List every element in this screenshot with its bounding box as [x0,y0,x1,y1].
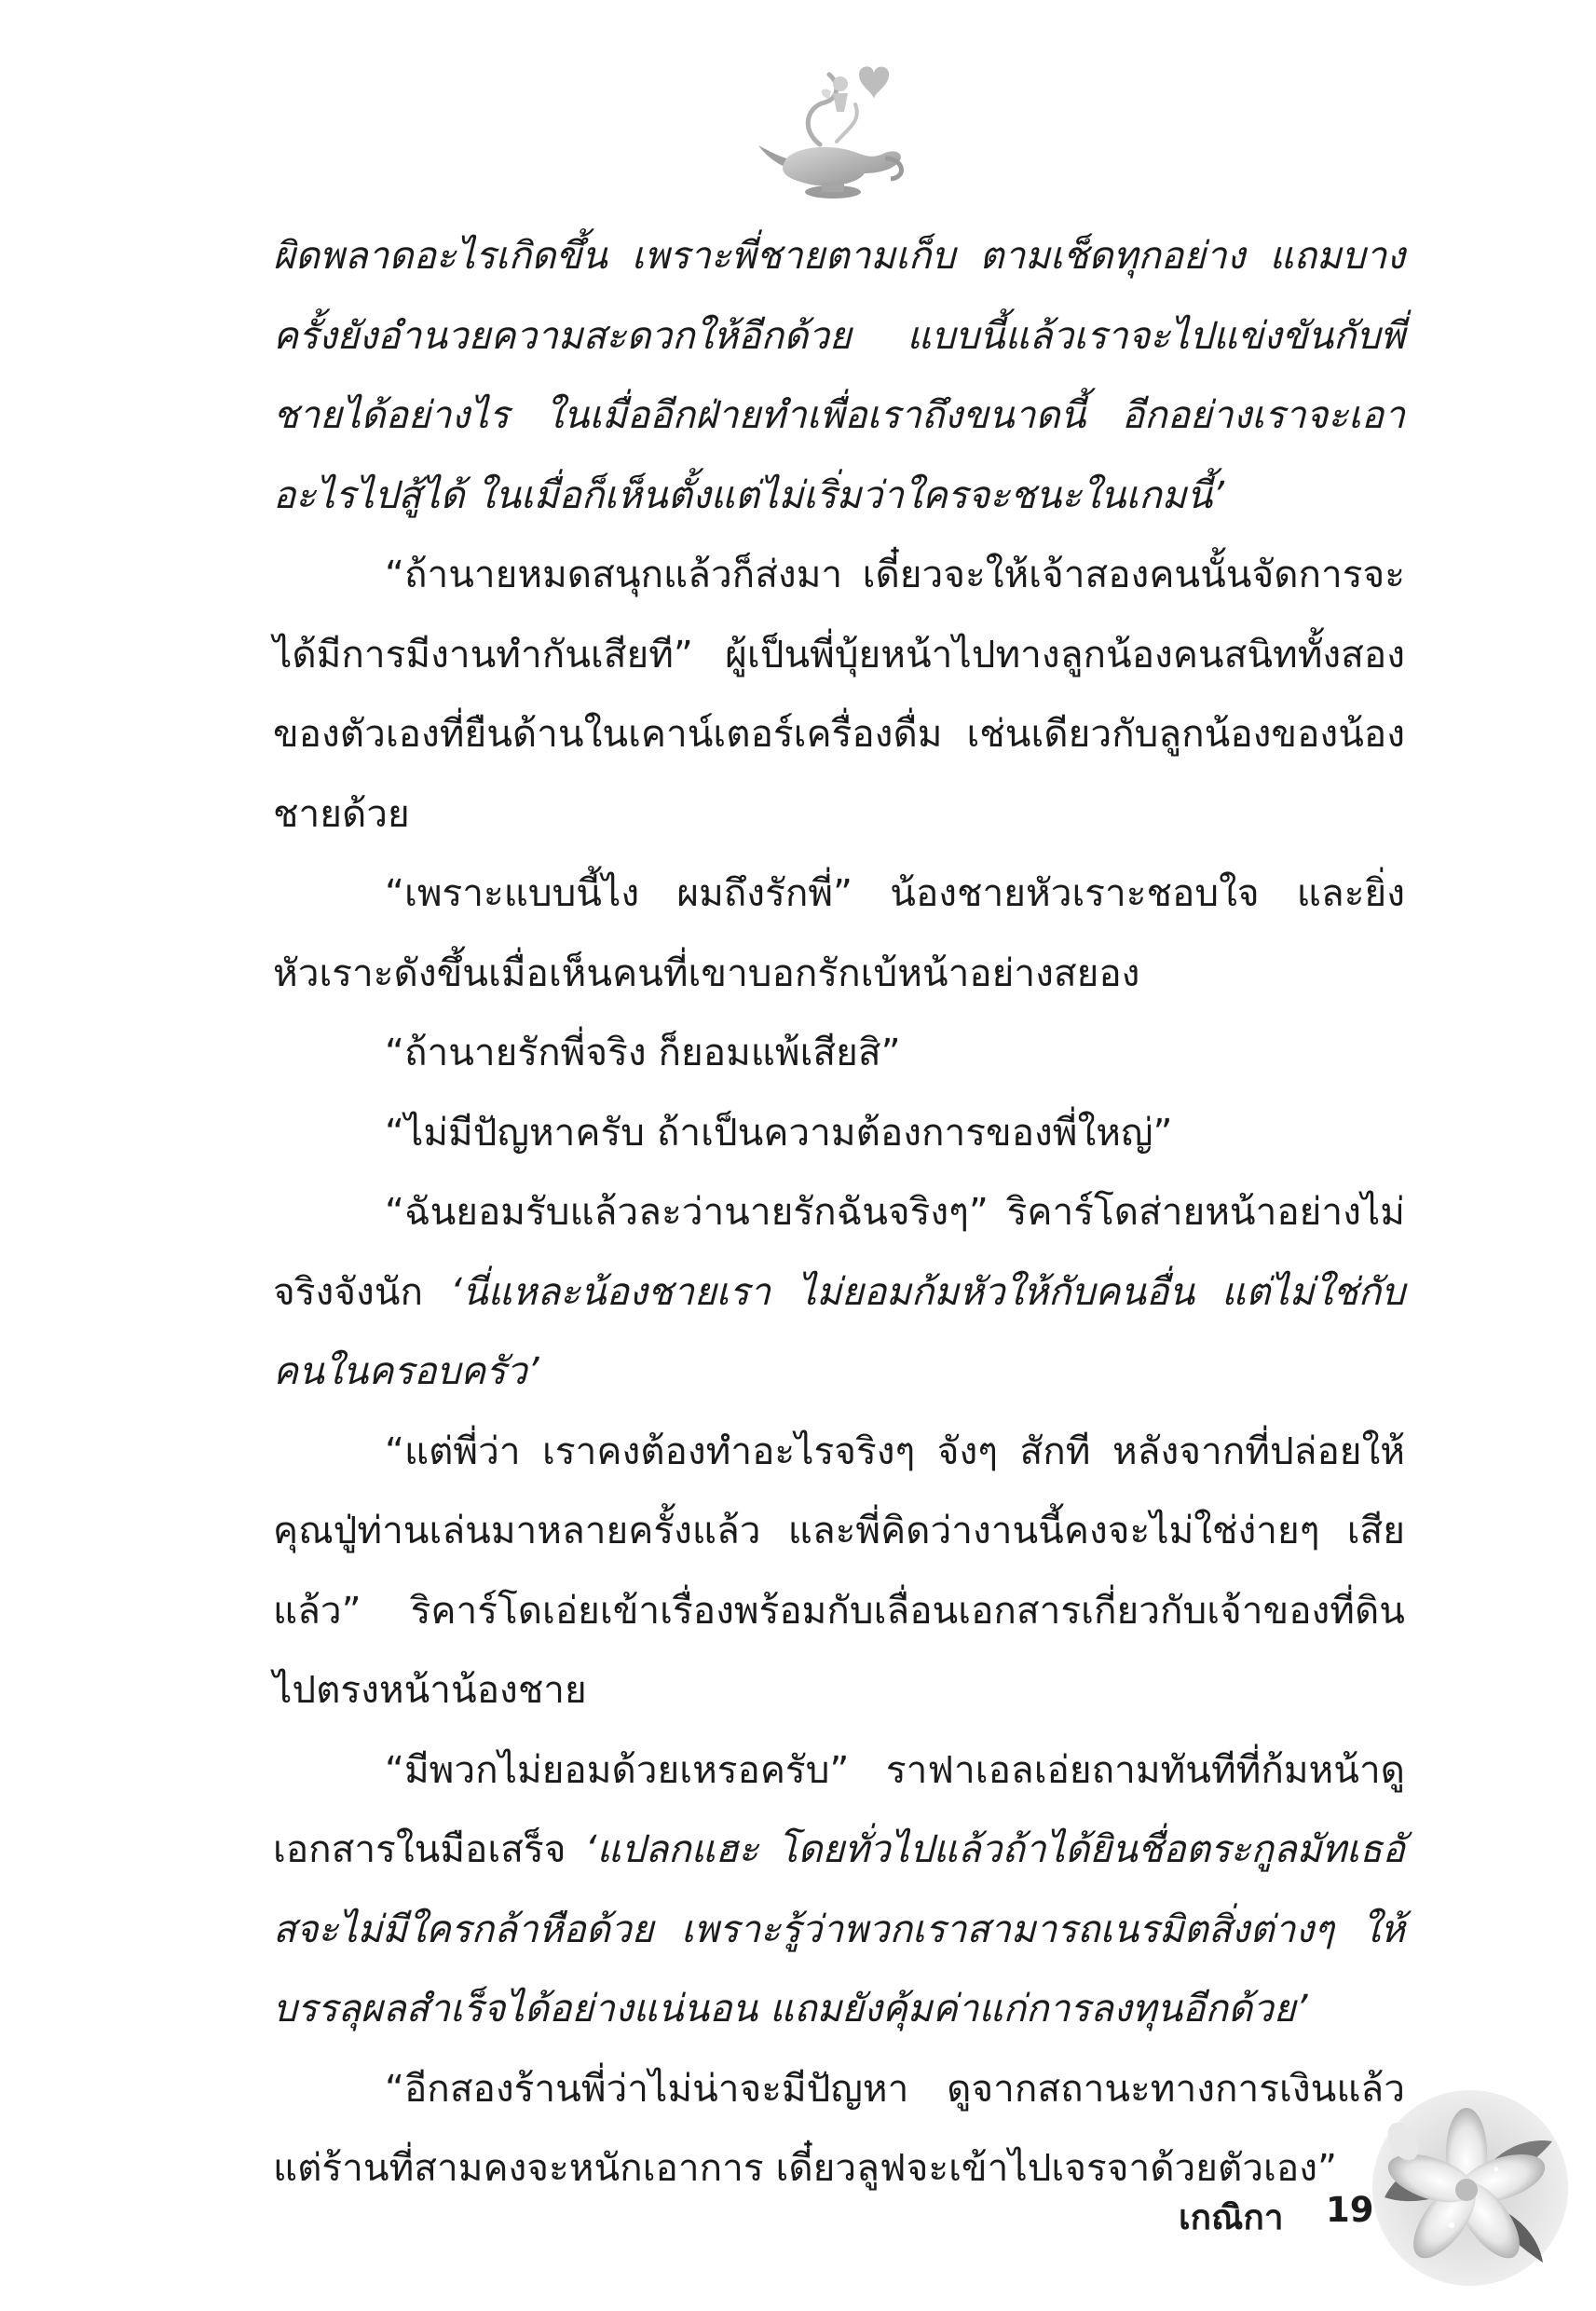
paragraph-text: “เพราะแบบนี้ไง ผมถึงรักพี่” น้องชายหัวเราะชอบใจ และยิ่งหัวเราะดังขึ้นเมื่อเห็นคนที่เขาบอกรักเบ้หน้าอย่างสยอง [273,870,1405,995]
paragraph-text: “ไม่มีปัญหาครับ ถ้าเป็นความต้องการของพี่ใหญ่” [385,1109,1173,1155]
paragraph-text: “ถ้านายหมดสนุกแล้วก็ส่งมา เดี๋ยวจะให้เจ้าสองคนนั้นจัดการจะได้มีการมีงานทำกันเสียที” ผู้เป็นพี่บุ้ยหน้าไปทางลูกน้องคนสนิททั้งสองของตัวเองที่ยืนด้านในเคาน์เตอร์เครื่องดื่ม เช่นเดียวกับลูกน้องของน้องชายด้วย [273,552,1405,836]
paragraph [273,854,1405,1013]
paragraph [273,1013,1405,1093]
paragraph-text: “แต่พี่ว่า เราคงต้องทำอะไรจริงๆ จังๆ สักที หลังจากที่ปล่อยให้คุณปู่ท่านเล่นมาหลายครั้งแล้ว และพี่คิดว่างานนี้คงจะไม่ใช่ง่ายๆ เสียแล้ว” ริคาร์โดเอ่ยเข้าเรื่องพร้อมกับเลื่อนเอกสารเกี่ยวกับเจ้าของที่ดินไปตรงหน้าน้องชาย [273,1428,1405,1712]
paragraph [273,1093,1405,1173]
body-text [273,216,1405,2208]
frangipani-flower-icon [1366,2085,1576,2300]
book-title: เกณิกา [1179,2197,1284,2237]
paragraph-text: “มีพวกไม่ยอมด้วยเหรอครับ” ราฟาเอลเอ่ยถามทันทีที่ก้มหน้าดูเอกสารในมือเสร็จ [273,1746,1405,1871]
paragraph [273,2049,1405,2208]
paragraph-text: “อีกสองร้านพี่ว่าไม่น่าจะมีปัญหา ดูจากสถานะทางการเงินแล้วแต่ร้านที่สามคงจะหนักเอาการ เดี๋ยวลูฟจะเข้าไปเจรจาด้วยตัวเอง” [273,2065,1405,2190]
magic-lamp-ornament-icon [755,56,913,214]
paragraph [273,1172,1405,1412]
paragraph-text: “ฉันยอมรับแล้วละว่านายรักฉันจริงๆ” ริคาร์โดส่ายหน้าอย่างไม่จริงจังนัก [273,1189,1405,1314]
italic-thought-text: ‘แปลกแฮะ โดยทั่วไปแล้วถ้าได้ยินชื่อตระกูลมัทเธอัสจะไม่มีใครกล้าหือด้วย เพราะรู้ว่าพวกเราสามารถเนรมิตสิ่งต่างๆ ให้บรรลุผลสำเร็จได้อย่างแน่นอน แถมยังคุ้มค่าแก่การลงทุนอีกด้วย’ [273,1826,1405,2031]
italic-thought-text: ผิดพลาดอะไรเกิดขึ้น เพราะพี่ชายตามเก็บ ตามเช็ดทุกอย่าง แถมบางครั้งยังอำนวยความสะดวกให้อีกด้วย แบบนี้แล้วเราจะไปแข่งขันกับพี่ชายได้อย่างไร ในเมื่ออีกฝ่ายทำเพื่อเราถึงขนาดนี้ อีกอย่างเราจะเอาอะไรไปสู้ได้ ในเมื่อก็เห็นตั้งแต่ไม่เริ่มว่าใครจะชนะในเกมนี้’ [273,233,1405,517]
paragraph [273,1412,1405,1730]
paragraph [273,1730,1405,2049]
paragraph [273,216,1405,535]
page-number: 19 [1326,2190,1374,2230]
paragraph [273,535,1405,854]
italic-thought-text: ‘นี่แหละน้องชายเรา ไม่ยอมก้มหัวให้กับคนอื่น แต่ไม่ใช่กับคนในครอบครัว’ [273,1268,1405,1393]
paragraph-text: “ถ้านายรักพี่จริง ก็ยอมแพ้เสียสิ” [385,1030,901,1074]
